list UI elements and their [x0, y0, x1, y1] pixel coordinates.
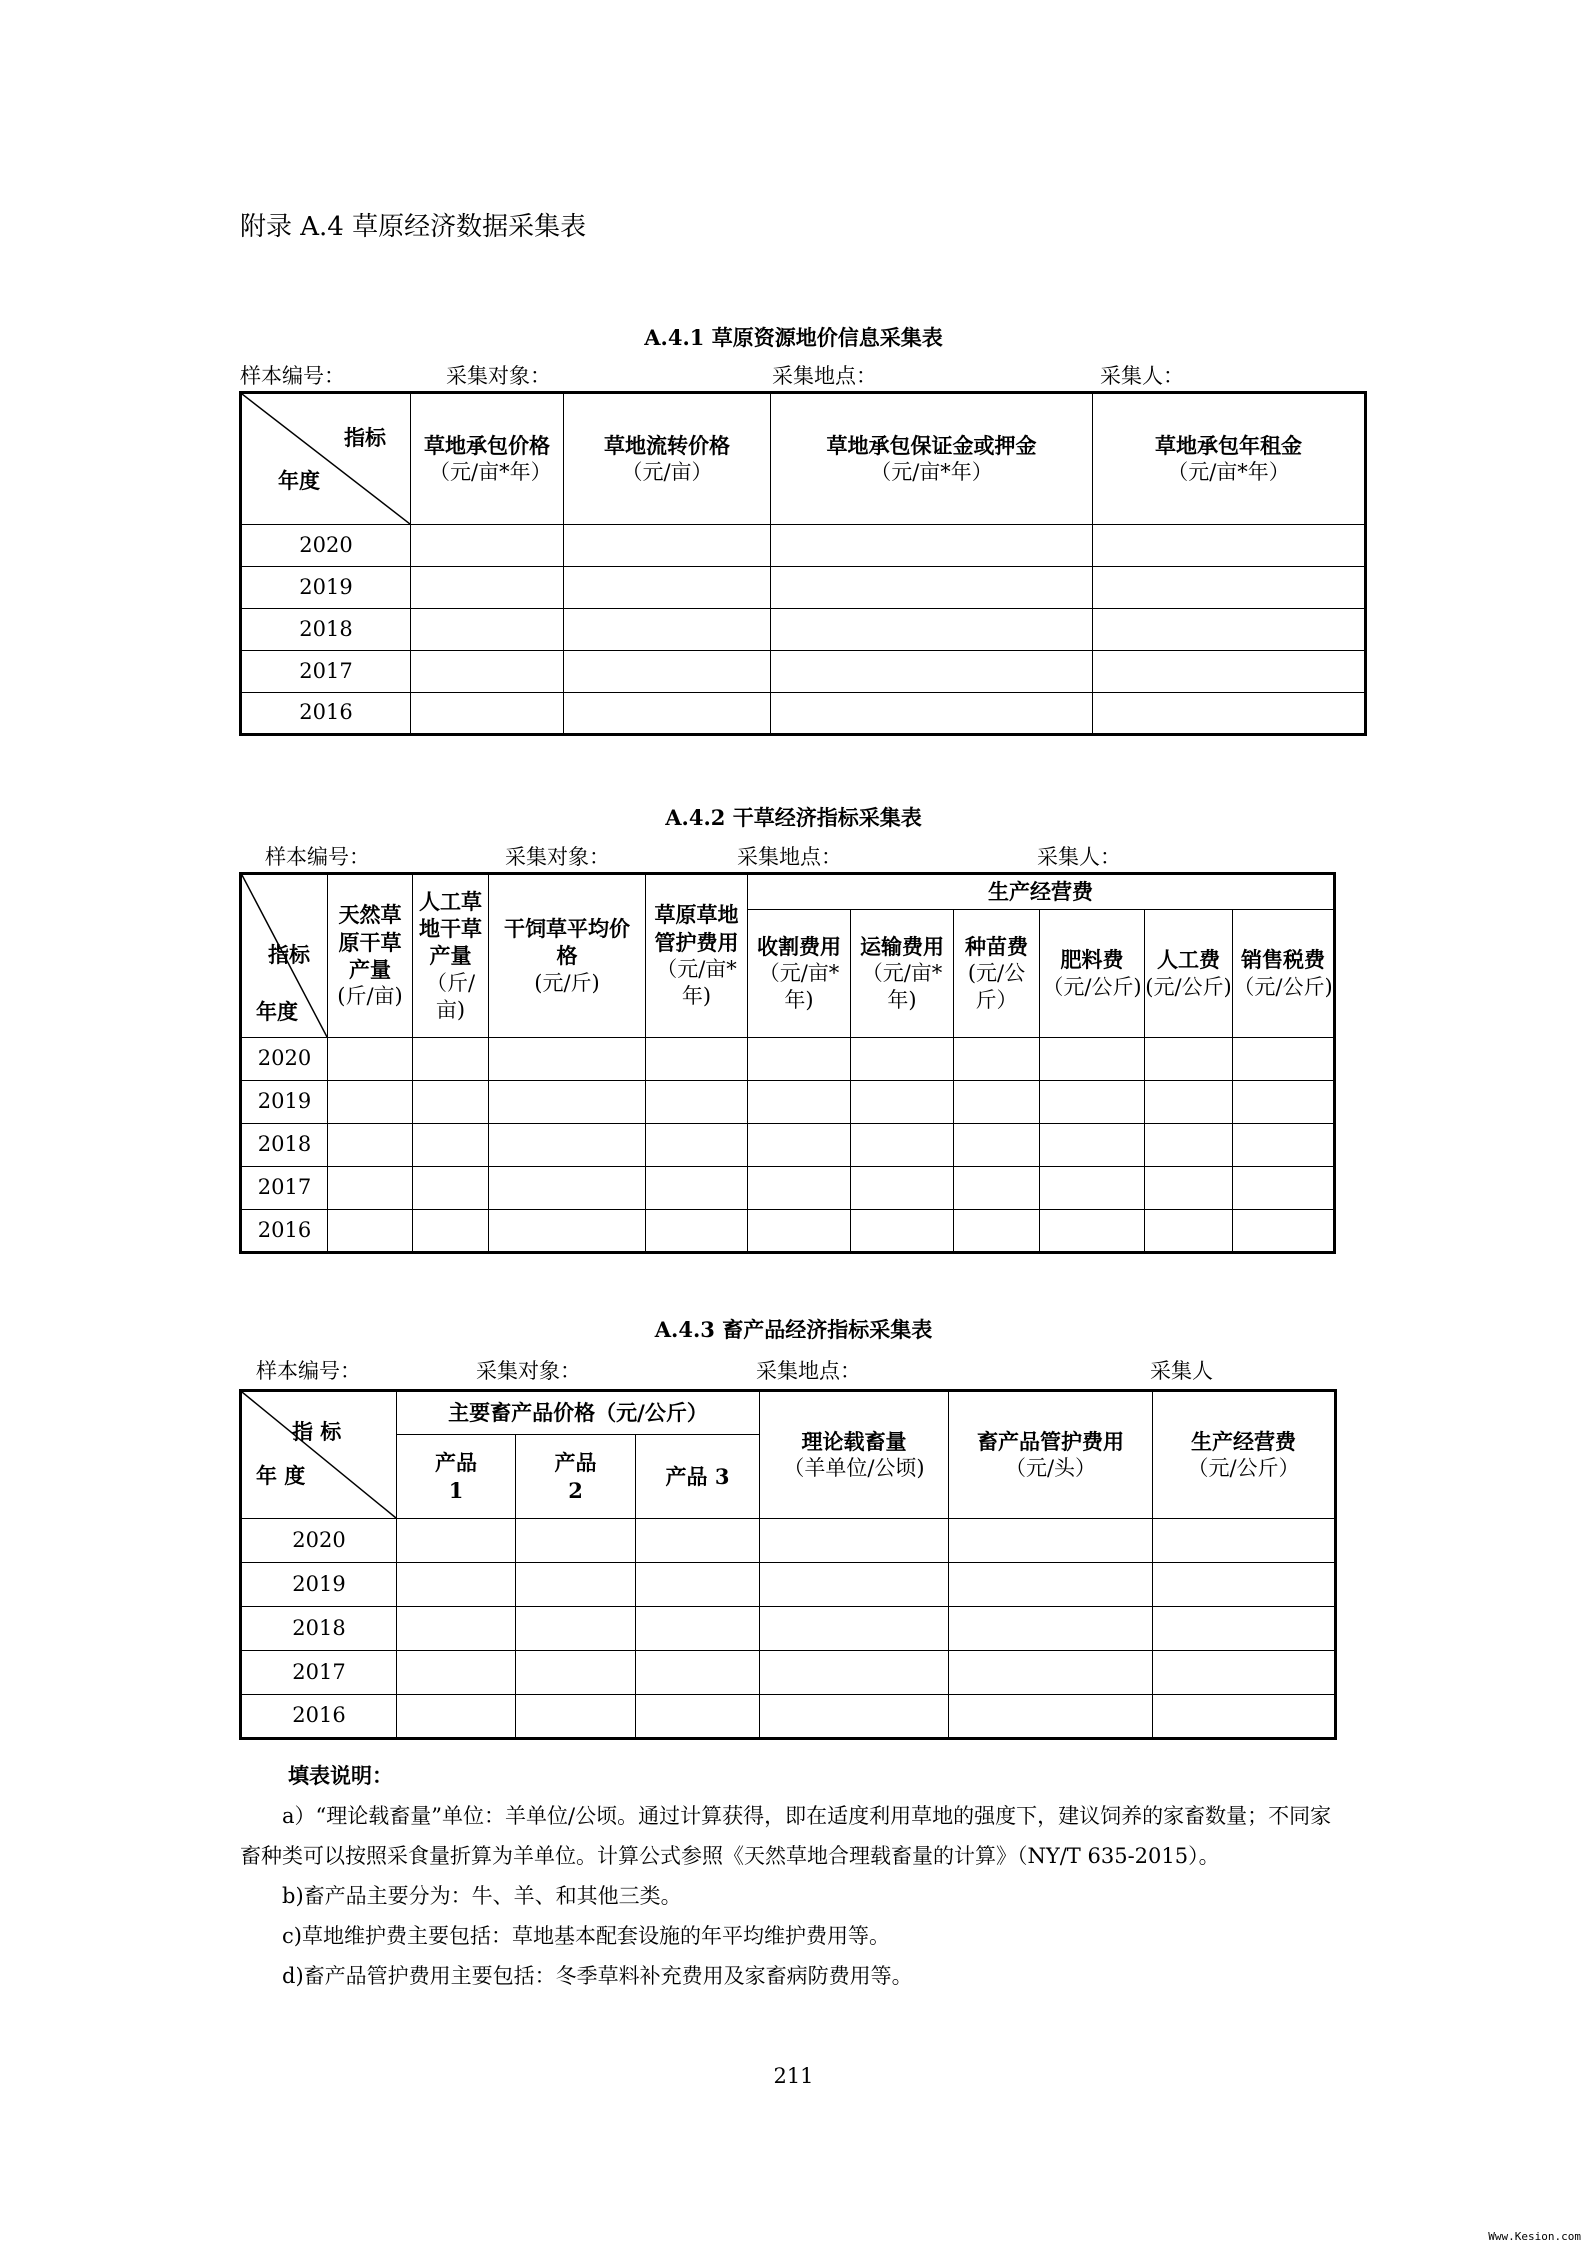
table2-input-cell[interactable]: [748, 1038, 851, 1081]
table3-location-label: 采集地点：: [756, 1359, 861, 1383]
table2-input-cell[interactable]: [1233, 1167, 1335, 1210]
table1-input-cell[interactable]: [771, 525, 1093, 567]
table-row: [241, 1210, 1335, 1253]
table1-col-annual-rent: 草地承包年租金 （元/亩*年）: [1093, 393, 1366, 525]
table1-input-cell[interactable]: [411, 525, 564, 567]
table3-input-cell[interactable]: [760, 1563, 949, 1607]
table2-input-cell[interactable]: [489, 1210, 646, 1253]
table2-input-cell[interactable]: [489, 1038, 646, 1081]
table1-collector-label: 采集人：: [1100, 364, 1184, 388]
table3-meta-row: [256, 1355, 1356, 1383]
table2-input-cell[interactable]: [489, 1124, 646, 1167]
table-row: [241, 651, 1366, 693]
table3-input-cell[interactable]: [397, 1607, 516, 1651]
table1-input-cell[interactable]: [564, 651, 771, 693]
table2-col-hay-price: 干饲草平均价格 (元/斤): [489, 874, 646, 1038]
table2-input-cell[interactable]: [328, 1210, 413, 1253]
table2-corner-cell: [241, 874, 328, 1038]
table1-input-cell[interactable]: [1093, 693, 1366, 735]
table3-corner-year: 年 度: [256, 1463, 306, 1488]
table3-col-operating-cost: 生产经营费 （元/公斤）: [1153, 1391, 1336, 1519]
table3-input-cell[interactable]: [760, 1695, 949, 1739]
table2-input-cell[interactable]: [413, 1081, 489, 1124]
table1-corner-cell: [241, 393, 411, 525]
note-d: d)畜产品管护费用主要包括：冬季草料补充费用及家畜病防费用等。: [282, 1964, 913, 1988]
table1-input-cell[interactable]: [564, 525, 771, 567]
table1-header-row: [241, 393, 1366, 525]
table-row: [241, 1695, 1336, 1739]
table1-sample-no-label: 样本编号：: [240, 364, 345, 388]
table3-input-cell[interactable]: [636, 1607, 760, 1651]
table1: [239, 391, 1367, 736]
table2-meta-row: [265, 841, 1365, 869]
table1-input-cell[interactable]: [564, 693, 771, 735]
table2-input-cell[interactable]: [328, 1038, 413, 1081]
table-row: [241, 1519, 1336, 1563]
table3-input-cell[interactable]: [516, 1607, 636, 1651]
table1-year-cell: 2020: [241, 525, 411, 567]
table3-input-cell[interactable]: [949, 1695, 1153, 1739]
note-b: b)畜产品主要分为：牛、羊、和其他三类。: [282, 1884, 682, 1908]
table1-input-cell[interactable]: [564, 567, 771, 609]
table2-col-transport-fee: 运输费用 （元/亩*年): [851, 910, 954, 1038]
table3-input-cell[interactable]: [760, 1519, 949, 1563]
table1-location-label: 采集地点：: [772, 364, 877, 388]
table2-col-natural-hay-yield: 天然草原干草产量 (斤/亩): [328, 874, 413, 1038]
table3-col-carrying-capacity: 理论载畜量 （羊单位/公顷): [760, 1391, 949, 1519]
notes-heading: 填表说明：: [288, 1763, 393, 1788]
table3-input-cell[interactable]: [949, 1607, 1153, 1651]
table-row: [241, 609, 1366, 651]
table2-input-cell[interactable]: [413, 1038, 489, 1081]
table2-input-cell[interactable]: [1233, 1210, 1335, 1253]
table1-input-cell[interactable]: [411, 651, 564, 693]
table3-title: A.4.3 畜产品经济指标采集表: [654, 1317, 933, 1342]
table2-input-cell[interactable]: [1145, 1038, 1233, 1081]
table3-input-cell[interactable]: [636, 1695, 760, 1739]
table2-location-label: 采集地点：: [737, 845, 842, 869]
table1-year-cell: 2019: [241, 567, 411, 609]
table1-input-cell[interactable]: [1093, 609, 1366, 651]
table2-input-cell[interactable]: [1040, 1038, 1145, 1081]
table2-input-cell[interactable]: [954, 1167, 1040, 1210]
table2-input-cell[interactable]: [954, 1038, 1040, 1081]
table3-col-product-3: 产品 3: [636, 1435, 760, 1519]
table3-input-cell[interactable]: [397, 1651, 516, 1695]
appendix-title: 附录 A.4 草原经济数据采集表: [240, 212, 587, 242]
table2-object-label: 采集对象：: [505, 845, 610, 869]
table3-year-cell: 2016: [241, 1695, 397, 1739]
table2-input-cell[interactable]: [646, 1081, 748, 1124]
table1-input-cell[interactable]: [1093, 525, 1366, 567]
table3-input-cell[interactable]: [516, 1695, 636, 1739]
table3-input-cell[interactable]: [1153, 1651, 1336, 1695]
table2-input-cell[interactable]: [646, 1210, 748, 1253]
table1-year-cell: 2016: [241, 693, 411, 735]
table2-input-cell[interactable]: [954, 1210, 1040, 1253]
table2-header-row-1: [241, 874, 1335, 910]
table2-input-cell[interactable]: [851, 1038, 954, 1081]
table2-input-cell[interactable]: [748, 1210, 851, 1253]
table1-col-deposit: 草地承包保证金或押金 （元/亩*年）: [771, 393, 1093, 525]
table3-input-cell[interactable]: [636, 1651, 760, 1695]
table1-corner-indicator: 指标: [344, 425, 386, 450]
table3-input-cell[interactable]: [516, 1519, 636, 1563]
table3-collector-label: 采集人: [1150, 1359, 1213, 1383]
table-row: [241, 1124, 1335, 1167]
table2-input-cell[interactable]: [748, 1167, 851, 1210]
table2-input-cell[interactable]: [489, 1081, 646, 1124]
table3-corner-cell: [241, 1391, 397, 1519]
table2-input-cell[interactable]: [413, 1210, 489, 1253]
table2-year-cell: 2018: [241, 1124, 328, 1167]
table2-input-cell[interactable]: [328, 1167, 413, 1210]
table2-input-cell[interactable]: [1145, 1167, 1233, 1210]
table2-sample-no-label: 样本编号：: [265, 845, 370, 869]
table2-input-cell[interactable]: [1040, 1167, 1145, 1210]
table2-input-cell[interactable]: [1040, 1210, 1145, 1253]
table2-input-cell[interactable]: [1145, 1124, 1233, 1167]
table2-input-cell[interactable]: [954, 1124, 1040, 1167]
filling-notes: [240, 1756, 1350, 1996]
table2: [239, 872, 1336, 1254]
table3-object-label: 采集对象：: [476, 1359, 581, 1383]
table2-input-cell[interactable]: [1040, 1124, 1145, 1167]
table3-input-cell[interactable]: [516, 1651, 636, 1695]
table1-col-transfer-price: 草地流转价格 （元/亩）: [564, 393, 771, 525]
table3-input-cell[interactable]: [949, 1651, 1153, 1695]
table2-input-cell[interactable]: [851, 1081, 954, 1124]
note-a: a）“理论载畜量”单位：羊单位/公顷。通过计算获得，即在适度利用草地的强度下，建议饲养的家畜数量；不同家畜种类可以按照采食量折算为羊单位。计算公式参照《天然草地合理载畜量的计算》（NY/T 635-2015）。: [240, 1804, 1332, 1868]
table1-title: A.4.1 草原资源地价信息采集表: [644, 325, 943, 350]
table3-input-cell[interactable]: [949, 1563, 1153, 1607]
table2-input-cell[interactable]: [646, 1167, 748, 1210]
table1-input-cell[interactable]: [771, 693, 1093, 735]
table2-input-cell[interactable]: [851, 1210, 954, 1253]
table2-year-cell: 2020: [241, 1038, 328, 1081]
table1-year-cell: 2018: [241, 609, 411, 651]
table1-input-cell[interactable]: [1093, 567, 1366, 609]
table2-input-cell[interactable]: [851, 1167, 954, 1210]
table1-input-cell[interactable]: [771, 651, 1093, 693]
table2-col-artificial-hay-yield: 人工草地干草产量 （斤/亩): [413, 874, 489, 1038]
table1-object-label: 采集对象：: [446, 364, 551, 388]
table2-input-cell[interactable]: [646, 1124, 748, 1167]
table1-input-cell[interactable]: [564, 609, 771, 651]
table3-input-cell[interactable]: [760, 1607, 949, 1651]
table-row: [241, 1607, 1336, 1651]
table2-group-header: 生产经营费: [748, 874, 1335, 910]
table2-input-cell[interactable]: [328, 1124, 413, 1167]
table-row: [241, 1038, 1335, 1081]
table2-input-cell[interactable]: [1145, 1210, 1233, 1253]
table2-col-sales-tax: 销售税费 （元/公斤): [1233, 910, 1335, 1038]
table2-input-cell[interactable]: [413, 1124, 489, 1167]
table2-input-cell[interactable]: [1040, 1081, 1145, 1124]
table3-col-livestock-care-fee: 畜产品管护费用 （元/头）: [949, 1391, 1153, 1519]
table2-input-cell[interactable]: [413, 1167, 489, 1210]
table2-input-cell[interactable]: [489, 1167, 646, 1210]
table2-input-cell[interactable]: [1233, 1124, 1335, 1167]
table3-year-cell: 2020: [241, 1519, 397, 1563]
table2-title: A.4.2 干草经济指标采集表: [665, 805, 922, 830]
table2-collector-label: 采集人：: [1037, 845, 1121, 869]
table1-corner-year: 年度: [278, 467, 320, 493]
table2-input-cell[interactable]: [646, 1038, 748, 1081]
table2-col-seedling-fee: 种苗费 (元/公斤）: [954, 910, 1040, 1038]
table1-input-cell[interactable]: [1093, 651, 1366, 693]
table2-col-fertilizer-fee: 肥料费 （元/公斤): [1040, 910, 1145, 1038]
note-c: c)草地维护费主要包括：草地基本配套设施的年平均维护费用等。: [282, 1924, 890, 1948]
table3-input-cell[interactable]: [636, 1563, 760, 1607]
table3: [239, 1389, 1337, 1740]
table2-year-cell: 2019: [241, 1081, 328, 1124]
table2-input-cell[interactable]: [851, 1124, 954, 1167]
table2-input-cell[interactable]: [1233, 1038, 1335, 1081]
table1-input-cell[interactable]: [411, 693, 564, 735]
table2-input-cell[interactable]: [1145, 1081, 1233, 1124]
page-number: 211: [773, 2064, 814, 2088]
table3-group-header: 主要畜产品价格（元/公斤）: [397, 1391, 760, 1435]
table-row: [241, 1167, 1335, 1210]
table3-input-cell[interactable]: [397, 1563, 516, 1607]
table2-input-cell[interactable]: [1233, 1081, 1335, 1124]
table1-corner-diagonal: [242, 394, 410, 524]
table-row: [241, 567, 1366, 609]
watermark: Www.Kesion.com: [1488, 2230, 1581, 2243]
table2-corner-indicator: 指标: [268, 942, 310, 967]
table1-meta-row: [240, 360, 1380, 388]
table1-year-cell: 2017: [241, 651, 411, 693]
table3-sample-no-label: 样本编号：: [256, 1359, 361, 1383]
table3-input-cell[interactable]: [1153, 1519, 1336, 1563]
table2-input-cell[interactable]: [748, 1081, 851, 1124]
table2-col-harvest-fee: 收割费用 （元/亩*年): [748, 910, 851, 1038]
table3-corner-diagonal: [242, 1392, 396, 1518]
table3-corner-indicator: 指 标: [292, 1419, 342, 1444]
table1-input-cell[interactable]: [411, 567, 564, 609]
table2-col-labor-fee: 人工费 (元/公斤): [1145, 910, 1233, 1038]
table3-input-cell[interactable]: [397, 1519, 516, 1563]
table2-col-management-fee: 草原草地管护费用 （元/亩*年): [646, 874, 748, 1038]
table2-input-cell[interactable]: [954, 1081, 1040, 1124]
table2-year-cell: 2016: [241, 1210, 328, 1253]
table3-input-cell[interactable]: [516, 1563, 636, 1607]
table2-corner-year: 年度: [256, 998, 298, 1024]
table3-col-product-2: 产品 2: [516, 1435, 636, 1519]
table3-year-cell: 2019: [241, 1563, 397, 1607]
table-row: [241, 1651, 1336, 1695]
table-row: [241, 1081, 1335, 1124]
table3-col-product-1: 产品 1: [397, 1435, 516, 1519]
table3-input-cell[interactable]: [397, 1695, 516, 1739]
table2-year-cell: 2017: [241, 1167, 328, 1210]
table-row: [241, 693, 1366, 735]
table2-input-cell[interactable]: [328, 1081, 413, 1124]
table-row: [241, 525, 1366, 567]
table1-col-contract-price: 草地承包价格 （元/亩*年）: [411, 393, 564, 525]
table3-input-cell[interactable]: [1153, 1695, 1336, 1739]
table1-input-cell[interactable]: [771, 609, 1093, 651]
table3-year-cell: 2018: [241, 1607, 397, 1651]
table3-input-cell[interactable]: [760, 1651, 949, 1695]
table3-input-cell[interactable]: [1153, 1563, 1336, 1607]
table1-input-cell[interactable]: [771, 567, 1093, 609]
table3-input-cell[interactable]: [636, 1519, 760, 1563]
table3-year-cell: 2017: [241, 1651, 397, 1695]
table2-input-cell[interactable]: [748, 1124, 851, 1167]
table1-input-cell[interactable]: [411, 609, 564, 651]
table-row: [241, 1563, 1336, 1607]
table3-input-cell[interactable]: [1153, 1607, 1336, 1651]
table3-input-cell[interactable]: [949, 1519, 1153, 1563]
table3-header-row-1: [241, 1391, 1336, 1435]
